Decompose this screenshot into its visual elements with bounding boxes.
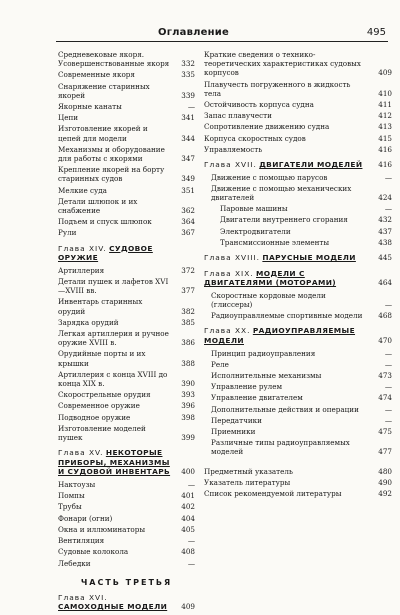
chapter-title: САМОХОДНЫЕ МОДЕЛИ	[58, 602, 168, 612]
toc-entry-text: Приемники	[211, 427, 256, 437]
toc-entry	[204, 227, 392, 236]
toc-entry	[58, 514, 195, 523]
toc-entry-text: Электродвигатели	[220, 226, 291, 236]
toc-entry	[58, 113, 195, 122]
chapter-title: СУДОВОЕ ОРУЖИЕ	[58, 243, 153, 263]
toc-entry	[58, 186, 195, 195]
chapter-page: 470	[378, 336, 392, 346]
toc-entry-page: 339	[181, 90, 195, 100]
chapter-title: МОДЕЛИ С ДВИГАТЕЛЯМИ (МОТОРАМИ)	[204, 268, 337, 288]
toc-entry-text: Движение с помощью механических двигателей	[211, 183, 352, 203]
toc-entry	[58, 197, 195, 215]
chapter-page: 409	[181, 602, 195, 612]
toc-entry	[204, 134, 392, 143]
toc-entry	[204, 489, 392, 498]
toc-entry-page: 388	[181, 358, 195, 368]
toc-entry-page: 473	[378, 371, 392, 381]
toc-entry-text: Нактоузы	[58, 480, 96, 490]
chapter-heading	[204, 326, 392, 345]
header-rule	[56, 41, 388, 42]
toc-entry	[204, 204, 392, 213]
toc-entry-text: Подъем и спуск шлюпок	[58, 217, 152, 227]
toc-entry	[58, 525, 195, 534]
toc-entry-text: Указатель литературы	[204, 477, 291, 487]
toc-entry	[58, 413, 195, 422]
toc-entry-page: 424	[378, 193, 392, 203]
toc-entry-text: Современное оружие	[58, 401, 140, 411]
toc-entry	[58, 491, 195, 500]
toc-entry	[204, 173, 392, 182]
toc-entry-page: 437	[378, 226, 392, 236]
toc-entry-page: 475	[378, 427, 392, 437]
toc-entry-page: 351	[181, 185, 195, 195]
toc-entry-page: 372	[181, 265, 195, 275]
toc-entry-page: —	[384, 415, 392, 425]
toc-entry-text: Дополнительные действия и операции	[211, 404, 359, 414]
toc-entry-text: Движение с помощью парусов	[211, 172, 328, 182]
toc-entry-text: Радиоуправляемые спортивные модели	[211, 311, 363, 321]
toc-entry-page: 393	[181, 390, 195, 400]
toc-entry	[58, 547, 195, 556]
toc-entry-page: —	[187, 102, 195, 112]
toc-entry-text: Лебедки	[58, 558, 91, 568]
toc-entry	[58, 502, 195, 511]
toc-entry	[58, 329, 195, 347]
toc-entry	[58, 370, 195, 388]
toc-entry	[58, 217, 195, 226]
toc-entry-text: Рули	[58, 228, 77, 238]
chapter-page: 445	[378, 253, 392, 263]
toc-entry	[58, 536, 195, 545]
toc-entry-page: —	[384, 404, 392, 414]
toc-entry-text: Плавучесть погруженного в жидкость тела	[204, 79, 351, 98]
toc-entry	[58, 82, 195, 100]
toc-entry-text: Зарядка орудий	[58, 317, 119, 327]
toc-entry	[58, 50, 195, 68]
toc-left-column	[58, 50, 195, 615]
toc-entry-text: Сопротивление движению судна	[204, 122, 330, 132]
toc-entry-text: Инвентарь старинных орудий	[58, 297, 143, 316]
toc-entry-page: —	[384, 172, 392, 182]
chapter-label: Глава XX.	[204, 326, 251, 336]
toc-entry	[204, 145, 392, 154]
toc-entry-page: 416	[378, 144, 392, 154]
toc-entry-text: Вентиляция	[58, 536, 105, 546]
toc-entry-page: 386	[181, 338, 195, 348]
toc-entry-text: Механизмы и оборудование для работы с якорями	[58, 144, 165, 164]
toc-right-column	[204, 50, 392, 500]
toc-entry-page: 402	[181, 502, 195, 512]
toc-entry-text: Детали пушек и лафетов XVI—XVIII вв.	[58, 277, 169, 296]
toc-entry-page: —	[187, 558, 195, 568]
toc-entry	[58, 390, 195, 399]
toc-entry-text: Якорные канаты	[58, 102, 122, 112]
toc-entry	[204, 405, 392, 414]
chapter-title: ПАРУСНЫЕ МОДЕЛИ	[262, 253, 356, 263]
toc-entry-text: Детали шлюпок и их снабжение	[58, 196, 138, 216]
toc-entry	[204, 291, 392, 309]
part-title: ЧАСТЬ ТРЕТЬЯ	[80, 577, 173, 587]
page-number: 495	[366, 27, 386, 38]
toc-entry-page: 490	[378, 477, 392, 487]
toc-entry-page: 367	[181, 228, 195, 238]
toc-entry-text: Средневековые якоря. Усовершенствованные якоря	[58, 50, 170, 69]
toc-entry-page: 408	[181, 547, 195, 557]
toc-entry	[58, 266, 195, 275]
toc-entry-text: Управляемость	[204, 144, 263, 154]
toc-entry	[58, 424, 195, 442]
toc-entry-page: 412	[378, 111, 392, 121]
chapter-heading	[58, 448, 195, 477]
toc-entry-text: Передатчики	[211, 415, 262, 425]
toc-entry-text: Артиллерия с конца XVIII до конца XIX в.	[58, 369, 168, 389]
toc-entry	[58, 145, 195, 163]
toc-entry-page: —	[187, 536, 195, 546]
chapter-label: Глава XV.	[58, 448, 104, 458]
toc-entry-text: Список рекомендуемой литературы	[204, 489, 342, 499]
chapter-page: 464	[378, 278, 392, 288]
toc-entry	[204, 184, 392, 202]
toc-entry-text: Подводное оружие	[58, 412, 131, 422]
toc-entry	[204, 438, 392, 456]
toc-entry-text: Крепление якорей на борту старинных судов	[58, 165, 165, 184]
chapter-heading	[204, 269, 392, 288]
toc-entry-page: 474	[378, 393, 392, 403]
toc-entry-text: Артиллерия	[58, 265, 105, 275]
chapter-page: 416	[378, 160, 392, 170]
toc-entry-page: 362	[181, 206, 195, 216]
toc-entry	[204, 215, 392, 224]
toc-entry	[204, 50, 392, 78]
toc-entry-page: 344	[181, 133, 195, 143]
toc-entry-page: 396	[181, 401, 195, 411]
toc-entry-text: Фонари (огни)	[58, 513, 113, 523]
chapter-title: РАДИОУПРАВЛЯЕМЫЕ МОДЕЛИ	[204, 326, 356, 346]
toc-entry-text: Корпуса скоростных судов	[204, 133, 306, 143]
chapter-label: Глава XIX.	[204, 268, 254, 278]
toc-entry-page: 438	[378, 237, 392, 247]
toc-entry	[58, 124, 195, 142]
toc-entry-page: 377	[181, 286, 195, 296]
toc-entry-page: 477	[378, 447, 392, 457]
toc-entry-page: 405	[181, 524, 195, 534]
toc-entry-page: 385	[181, 317, 195, 327]
toc-entry-text: Исполнительные механизмы	[211, 371, 322, 381]
toc-entry-text: Остойчивость корпуса судна	[204, 100, 314, 110]
chapter-heading	[58, 244, 195, 263]
toc-entry-text: Изготовление моделей пушек	[58, 423, 146, 443]
toc-entry-page: 335	[181, 70, 195, 80]
toc-entry-text: Трансмиссионные элементы	[220, 237, 330, 247]
toc-entry	[58, 297, 195, 315]
toc-entry-text: Предметный указатель	[204, 466, 293, 476]
toc-entry-text: Изготовление якорей и цепей для модели	[58, 124, 148, 143]
chapter-title: НЕКОТОРЫЕ ПРИБОРЫ, МЕХАНИЗМЫ И СУДОВОЙ ИНВЕНТАРЬ	[58, 448, 171, 477]
toc-entry-text: Краткие сведения о технико-теоретических характеристиках судовых корпусов	[204, 50, 361, 78]
toc-entry	[58, 349, 195, 367]
toc-entry	[58, 277, 195, 295]
toc-entry-text: Окна и иллюминаторы	[58, 524, 146, 534]
toc-entry-page: —	[384, 382, 392, 392]
toc-entry-page: 364	[181, 217, 195, 227]
toc-entry	[58, 401, 195, 410]
toc-entry-page: —	[384, 359, 392, 369]
toc-entry	[58, 228, 195, 237]
toc-entry-page: 398	[181, 412, 195, 422]
chapter-label: Глава XIV.	[58, 243, 107, 253]
toc-entry	[204, 467, 392, 476]
toc-entry-page: —	[187, 480, 195, 490]
toc-entry-text: Цепи	[58, 113, 79, 123]
toc-entry-page: —	[384, 300, 392, 310]
toc-entry	[204, 371, 392, 380]
toc-entry	[204, 478, 392, 487]
toc-entry	[204, 416, 392, 425]
page-header	[0, 0, 400, 44]
toc-entry-page: 432	[378, 215, 392, 225]
toc-entry	[58, 70, 195, 79]
toc-entry	[204, 393, 392, 402]
toc-entry-text: Мелкие суда	[58, 185, 107, 195]
toc-entry-page: 390	[181, 379, 195, 389]
toc-entry-page: 410	[378, 88, 392, 98]
toc-entry-page: 409	[378, 68, 392, 78]
toc-entry-text: Скоростные кордовые модели (глиссеры)	[211, 290, 326, 310]
chapter-heading	[204, 160, 392, 170]
toc-entry	[204, 360, 392, 369]
toc-entry	[58, 165, 195, 183]
toc-entry-page: 349	[181, 174, 195, 184]
toc-entry	[204, 427, 392, 436]
chapter-heading	[58, 593, 195, 612]
toc-entry-text: Принцип радиоуправления	[211, 348, 316, 358]
toc-entry-page: 415	[378, 133, 392, 143]
toc-entry-page: 404	[181, 513, 195, 523]
toc-entry	[58, 559, 195, 568]
toc-entry-page: 411	[378, 100, 392, 110]
toc-entry-text: Двигатели внутреннего сгорания	[220, 215, 348, 225]
toc-entry-page: —	[384, 204, 392, 214]
toc-entry	[204, 311, 392, 320]
toc-entry-text: Запас плавучести	[204, 111, 272, 121]
toc-entry-page: 492	[378, 489, 392, 499]
toc-entry	[204, 100, 392, 109]
chapter-label: Глава XVIII.	[204, 253, 261, 263]
toc-entry	[204, 382, 392, 391]
toc-entry-text: Управление рулем	[211, 382, 283, 392]
toc-entry-text: Судовые колокола	[58, 547, 129, 557]
toc-entry	[58, 102, 195, 111]
toc-entry-text: Паровые машины	[220, 204, 288, 214]
chapter-label: Глава XVI.	[58, 592, 108, 602]
toc-entry-page: 413	[378, 122, 392, 132]
toc-entry-text: Легкая артиллерия и ручное оружие XVIII в.	[58, 329, 169, 348]
toc-entry	[204, 349, 392, 358]
toc-entry	[204, 80, 392, 98]
toc-entry	[204, 122, 392, 131]
chapter-title: ДВИГАТЕЛИ МОДЕЛЕЙ	[259, 160, 363, 170]
toc-entry	[58, 318, 195, 327]
toc-entry-text: Современные якоря	[58, 70, 135, 80]
toc-entry	[204, 238, 392, 247]
toc-entry-text: Различные типы радиоуправляемых моделей	[211, 438, 350, 457]
page-title: Оглавление	[158, 27, 229, 38]
toc-entry-text: Орудийные порты и их крышки	[58, 349, 146, 368]
toc-entry-text: Реле	[211, 359, 229, 369]
toc-entry-page: 401	[181, 491, 195, 501]
toc-entry-text: Снаряжение старинных якорей	[58, 81, 150, 100]
toc-entry-text: Трубы	[58, 502, 82, 512]
toc-entry-page: 382	[181, 306, 195, 316]
toc-entry-page: 332	[181, 59, 195, 69]
toc-entry	[58, 480, 195, 489]
toc-entry-page: 399	[181, 433, 195, 443]
toc-entry-page: 468	[378, 311, 392, 321]
toc-entry-page: —	[384, 348, 392, 358]
chapter-page: 400	[181, 467, 195, 477]
toc-entry-text: Скорострельные орудия	[58, 390, 151, 400]
chapter-label: Глава XVII.	[204, 160, 257, 170]
toc-entry-page: 341	[181, 113, 195, 123]
toc-entry-page: 480	[378, 466, 392, 476]
toc-entry-text: Помпы	[58, 491, 85, 501]
toc-entry	[204, 111, 392, 120]
toc-entry-page: 347	[181, 154, 195, 164]
toc-entry-text: Управление двигателем	[211, 393, 303, 403]
chapter-heading	[204, 253, 392, 263]
